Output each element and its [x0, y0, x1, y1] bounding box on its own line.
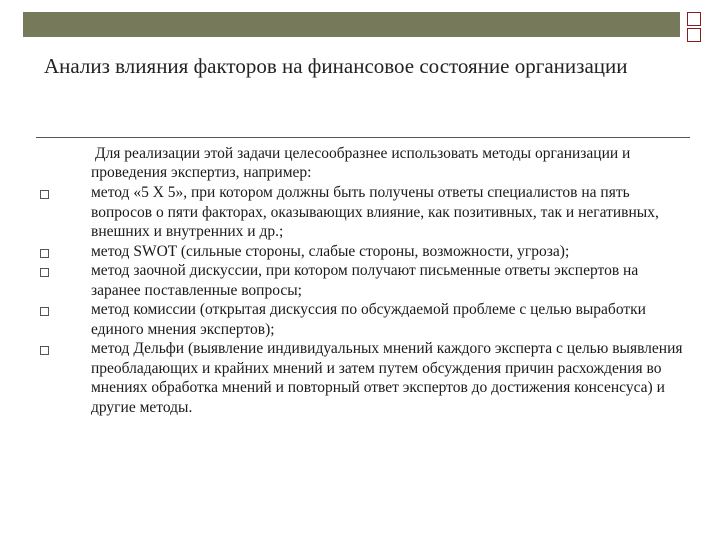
- hollow-square-bullet-icon: [40, 190, 49, 199]
- list-item: [40, 261, 685, 300]
- list-item-text: метод «5 Х 5», при котором должны быть получены ответы специалистов на пять вопросов о пяти факторах, оказывающих влияние, как позитивных, так и негативных, внешних и внутренних и др.;: [91, 184, 659, 240]
- list-item-text: метод Дельфи (выявление индивидуальных мнений каждого эксперта с целью выявления преобладающих и крайних мнений и затем путем обсуждения причин расхождения во мнениях обработка мнений и повторный ответ экспертов до достижения консенсуса) и другие методы.: [91, 340, 683, 416]
- hollow-square-bullet-icon: [40, 268, 49, 277]
- list-item-text: метод заочной дискуссии, при котором получают письменные ответы экспертов на заранее поставленные вопросы;: [91, 262, 639, 299]
- hollow-square-bullet-icon: [40, 346, 49, 355]
- hollow-square-bullet-icon: [40, 307, 49, 316]
- list-item: [40, 183, 685, 242]
- list-item-text: метод SWOT (сильные стороны, слабые стороны, возможности, угроза);: [91, 242, 570, 260]
- list-item: [40, 300, 685, 339]
- list-item: [40, 242, 685, 262]
- corner-square-icon: [687, 28, 701, 42]
- corner-square-icon: [687, 12, 701, 26]
- intro-paragraph: Для реализации этой задачи целесообразнее использовать методы организации и проведения экспертиз, например:: [91, 145, 631, 181]
- hollow-square-bullet-icon: [40, 249, 49, 258]
- title-divider: [36, 137, 690, 138]
- list-item: [40, 339, 685, 417]
- slide-title: Анализ влияния факторов на финансовое состояние организации: [44, 54, 628, 78]
- methods-list: [40, 183, 685, 417]
- list-item-text: метод комиссии (открытая дискуссия по обсуждаемой проблеме с целью выработки единого мнения экспертов);: [91, 301, 646, 338]
- top-decorative-bar: [23, 12, 680, 37]
